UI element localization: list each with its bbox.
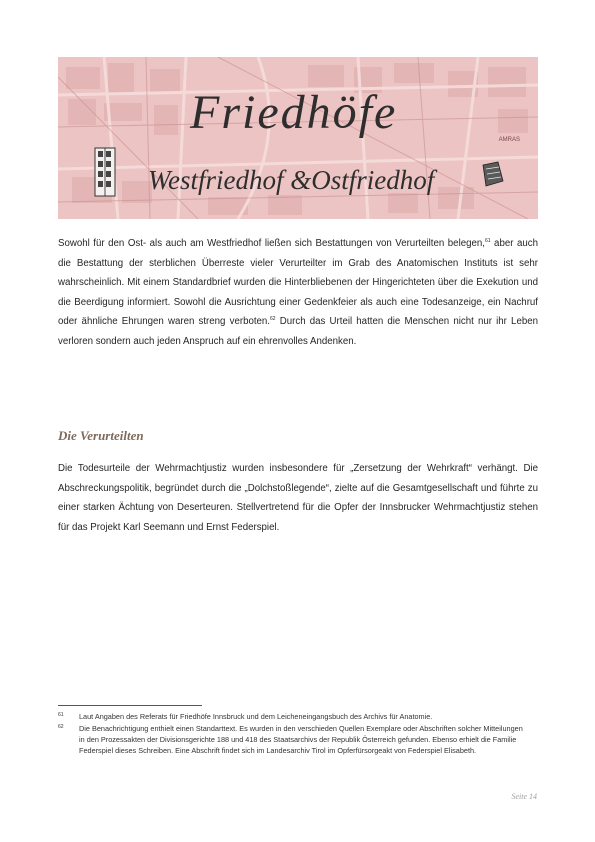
footnote-text: Laut Angaben des Referats für Friedhöfe Innsbruck und dem Leicheneingangsbuch des Archivs für Anatomie. <box>79 712 433 721</box>
body-paragraph-1 <box>58 234 538 352</box>
footnote-61 <box>58 711 528 722</box>
body-paragraph-2: Die Todesurteile der Wehrmachtjustiz wurden insbesondere für „Zersetzung der Wehrkraft“ verhängt. Die Abschreckungspolitik, begründet durch die „Dolchstoßlegende“, zielte auf die Gesamtgesellschaft und führte zu einer starken Ächtung von Deserteuren. Stellvertretend für die Opfer der Innsbrucker Wehrmachtjustiz stehen für das Projekt Karl Seemann und Ernst Federspiel. <box>58 463 538 533</box>
para1-text-c: Durch das Urteil hatten die Menschen nicht nur ihr Leben verloren sondern auch jeden Anspruch auf ein ehrenvolles Andenken. <box>58 316 538 347</box>
cemetery-map-icon <box>480 161 504 187</box>
footnote-number: 62 <box>58 724 64 730</box>
section-heading: Die Verurteilten <box>58 428 144 443</box>
footnote-number: 61 <box>58 712 64 718</box>
header-banner <box>58 57 538 219</box>
page-number: Seite 14 <box>511 792 537 801</box>
footnote-ref-62[interactable]: 62 <box>270 316 276 323</box>
cemetery-plan-icon <box>94 147 116 197</box>
banner-subtitle: Westfriedhof &Ostfriedhof <box>148 165 435 195</box>
footnote-62 <box>58 723 528 757</box>
para1-text-a: Sowohl für den Ost- als auch am Westfriedhof ließen sich Bestattungen von Verurteilten belegen, <box>58 238 485 249</box>
map-place-label: AMRAS <box>498 137 520 143</box>
footnote-text: Die Benachrichtigung enthielt einen Standarttext. Es wurden in den verschieden Quellen Exemplare oder Abschriften solcher Mitteilungen in den Prozessakten der Divisionsgerichte 188 und 418 des Staatsarchivs der Republik Österreich gefunden. Ebenso erhielt die Familie Federspiel dieses Schreiben. Eine Abschrift findet sich im Landesarchiv Tirol im Opferfürsorgeakt von Federspiel Elisabeth. <box>79 724 523 756</box>
banner-title: Friedhöfe <box>190 86 398 139</box>
footnote-divider <box>58 705 202 706</box>
para1-text-b: aber auch die Bestattung der sterblichen Überreste vieler Verurteilter im Grab des Anatomischen Instituts ist sehr wahrscheinlich. Mit einem Standardbrief wurden die Hinterbliebenen der Hingerichteten über die Exekution und die Beerdigung informiert. Sowohl die Ausrichtung einer Gedenkfeier als auch eine Todesanzeige, ein Nachruf oder ähnliche Ehrungen waren streng verboten. <box>58 238 538 328</box>
footnote-ref-61[interactable]: 61 <box>484 237 491 244</box>
